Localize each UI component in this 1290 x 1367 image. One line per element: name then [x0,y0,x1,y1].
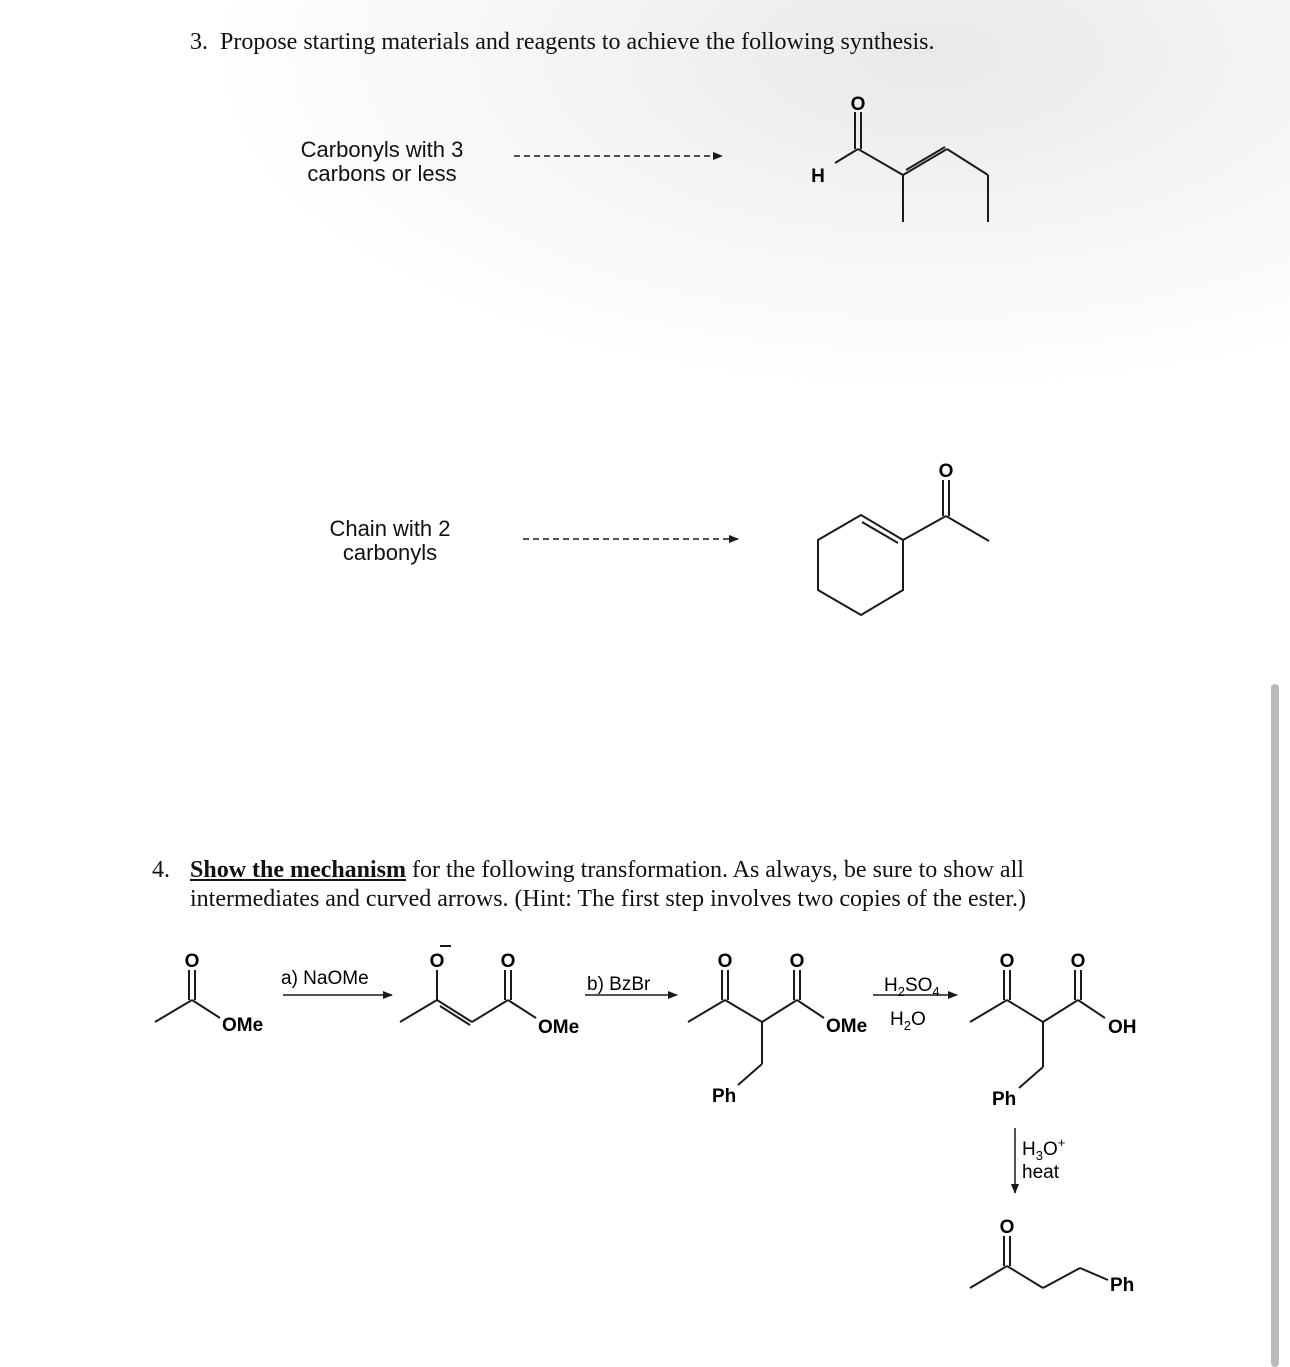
benzylated-keto-ester [688,951,867,1107]
target-enal [811,94,988,222]
ome-label-1: OMe [222,1015,264,1036]
keto-acid [970,951,1137,1110]
question-4-number: 4. [152,857,170,883]
oh-label: OH [1108,1017,1137,1038]
reaction-arrow-a [281,968,392,995]
hint-2-line-1: Chain with 2 [329,516,451,541]
reagent-h2o-label: $H_2O$ [890,1009,926,1033]
keto-o-label-1: O [717,951,733,972]
reagent-b-label: b) BzBr [587,974,651,995]
enolate-intermediate [400,946,579,1038]
hint-1-line-2: carbons or less [307,161,457,186]
question-4-line-2: intermediates and curved arrows. (Hint: The first step involves two copies of the ester.) [190,886,1026,912]
keto-o-label-2: O [999,951,1015,972]
question-4-text-1: for the following transformation. As always, be sure to show all [406,857,1024,883]
question-3-text: Propose starting materials and reagents to achieve the following synthesis. [220,29,935,55]
ph-label-3: Ph [1110,1275,1135,1296]
aldehyde-o-label: O [850,94,866,115]
hint-2-line-2: carbonyls [342,540,438,565]
final-o-label: O [999,1217,1015,1238]
ome-label-2: OMe [538,1017,580,1038]
enolate-ester-o-label: O [500,951,516,972]
vertical-scrollbar[interactable] [1271,684,1279,1367]
reaction-arrow-c [873,975,957,1033]
ester-o-label-1: O [184,951,200,972]
hint-1-line-1: Carbonyls with 3 [300,137,464,162]
acid-o-label: O [1070,951,1086,972]
ph-label-2: Ph [992,1089,1017,1110]
ome-label-3: OMe [826,1016,868,1037]
question-3-number: 3. [190,29,208,55]
methyl-acetate [155,951,263,1036]
enolate-o-label: O [429,951,445,972]
reagent-h3o-label: $H_3O^+$ [1022,1135,1066,1163]
question-4-emphasis: Show the mechanism [190,857,407,883]
reaction-arrow-b [585,974,677,995]
ph-label-1: Ph [712,1086,737,1107]
reagent-a-label: a) NaOMe [281,968,369,989]
ester-o-label-2: O [789,951,805,972]
final-ketone [970,1217,1134,1296]
reagent-heat-label: heat [1022,1162,1059,1183]
reagent-h2so4-label: $H_2SO_4$ [884,975,940,999]
ketone-o-label: O [938,461,954,482]
target-cyclohexenyl-ketone [818,461,989,615]
aldehyde-h-label: H [811,166,825,187]
reaction-arrow-d [1015,1128,1065,1193]
